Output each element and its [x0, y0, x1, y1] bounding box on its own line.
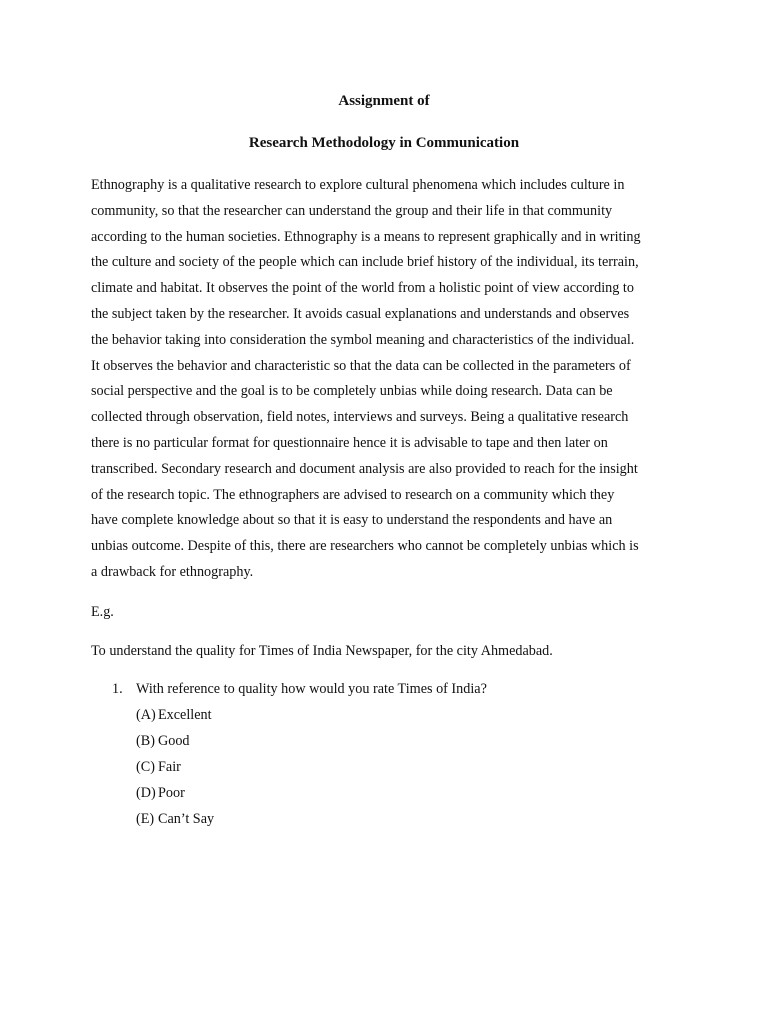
answer-options-list [136, 705, 214, 835]
question-text: With reference to quality how would you rate Times of India? [136, 681, 487, 697]
option-label: Fair [158, 759, 181, 775]
option-letter: (A) [136, 707, 156, 723]
answer-option [136, 705, 214, 731]
document-title-line2: Research Methodology in Communication [248, 135, 520, 151]
body-line: collected through observation, field notes, interviews and surveys. Being a qualitative research [91, 409, 629, 426]
option-letter: (C) [136, 759, 155, 775]
answer-option [136, 783, 214, 809]
question-number: 1. [112, 681, 123, 697]
option-label: Poor [158, 785, 185, 801]
example-intro: To understand the quality for Times of India Newspaper, for the city Ahmedabad. [91, 643, 553, 659]
answer-option [136, 757, 214, 783]
option-label: Good [158, 733, 190, 749]
option-label: Can’t Say [158, 811, 215, 827]
body-line: of the research topic. The ethnographers are advised to research on a community which they [91, 486, 615, 503]
answer-option [136, 809, 214, 835]
body-line: according to the human societies. Ethnography is a means to represent graphically and in writing [91, 228, 641, 245]
body-line: It observes the behavior and characteristic so that the data can be collected in the parameters of [91, 357, 631, 374]
body-line: the behavior taking into consideration the symbol meaning and characteristics of the individual. [91, 331, 635, 348]
body-line: unbias outcome. Despite of this, there are researchers who cannot be completely unbias which is [91, 538, 639, 555]
body-line: social perspective and the goal is to be completely unbias while doing research. Data can be [91, 383, 613, 400]
option-letter: (D) [136, 785, 156, 801]
body-line: there is no particular format for questionnaire hence it is advisable to tape and then later on [91, 434, 608, 451]
question-item [112, 679, 487, 699]
body-line: the culture and society of the people which can include brief history of the individual, its terrain, [91, 254, 639, 271]
example-label: E.g. [91, 604, 114, 620]
body-line: have complete knowledge about so that it is easy to understand the respondents and have an [91, 512, 613, 529]
answer-option [136, 731, 214, 757]
body-line: the subject taken by the researcher. It avoids casual explanations and understands and observes [91, 305, 630, 322]
option-letter: (B) [136, 733, 155, 749]
option-letter: (E) [136, 811, 155, 827]
body-line: Ethnography is a qualitative research to explore cultural phenomena which includes culture in [91, 177, 625, 193]
document-title-line1: Assignment of [338, 93, 430, 109]
body-line: a drawback for ethnography. [91, 563, 254, 580]
body-paragraph [91, 173, 681, 586]
body-line: transcribed. Secondary research and document analysis are also provided to reach for the insight [91, 460, 638, 477]
option-label: Excellent [158, 707, 212, 723]
body-line: climate and habitat. It observes the point of the world from a holistic point of view according to [91, 280, 634, 297]
body-line: community, so that the researcher can understand the group and their life in that community [91, 202, 613, 219]
